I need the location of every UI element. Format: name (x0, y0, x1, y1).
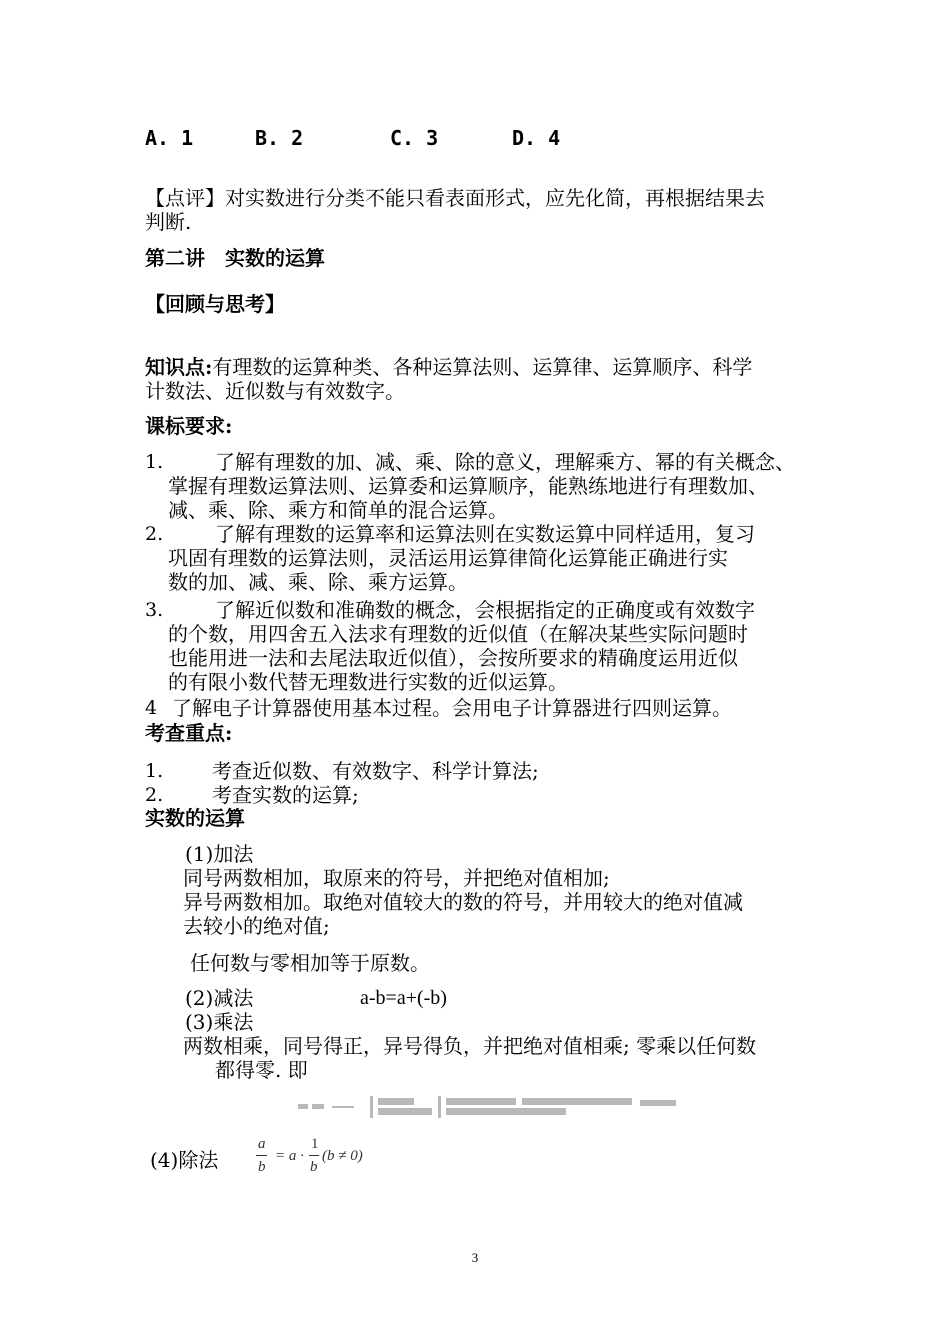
focus-2-text: 考查实数的运算; (212, 783, 359, 807)
multiplication-title: (3)乘法 (185, 1010, 254, 1034)
addition-title: (1)加法 (185, 842, 254, 866)
addition-line-2: 异号两数相加。取绝对值较大的数的符号，并用较大的绝对值减 (183, 890, 743, 914)
multiplication-line-1: 两数相乘，同号得正，异号得负，并把绝对值相乘; 零乘以任何数 (183, 1034, 757, 1058)
standard-1-number: 1. (145, 451, 164, 473)
standards-heading: 课标要求: (145, 414, 233, 438)
option-a: A. 1 (145, 126, 194, 150)
division-fraction-bar (256, 1155, 267, 1156)
focus-1-number: 1. (145, 760, 164, 782)
standard-4-number: 4 (145, 697, 158, 719)
standard-2-line-1: 了解有理数的运算率和运算法则在实数运算中同样适用，复习 (215, 522, 755, 546)
standard-1-line-2: 掌握有理数运算法则、运算委和运算顺序，能熟练地进行有理数加、 (168, 474, 768, 498)
division-fraction-numerator: a (258, 1136, 266, 1152)
standard-3-line-1: 了解近似数和准确数的概念，会根据指定的正确度或有效数字 (215, 598, 755, 622)
division-equals-a: = a · (275, 1148, 304, 1164)
division-fraction-bar-2 (309, 1155, 319, 1156)
focus-2-number: 2. (145, 784, 164, 806)
addition-line-1: 同号两数相加，取原来的符号，并把绝对值相加; (183, 866, 610, 890)
standard-3-line-4: 的有限小数代替无理数进行实数的近似运算。 (168, 670, 568, 694)
focus-1-text: 考查近似数、有效数字、科学计算法; (212, 759, 539, 783)
addition-line-4: 任何数与零相加等于原数。 (190, 951, 430, 975)
knowledge-label: 知识点: (145, 355, 213, 379)
division-condition: (b ≠ 0) (322, 1148, 363, 1164)
multiplication-line-2: 都得零. 即 (215, 1058, 308, 1082)
review-heading: 【回顾与思考】 (145, 292, 285, 316)
standard-3-number: 3. (145, 599, 164, 621)
knowledge-text-1: 有理数的运算种类、各种运算法则、运算律、运算顺序、科学 (212, 355, 753, 379)
knowledge-line-2: 计数法、近似数与有效数字。 (145, 379, 405, 403)
division-denominator-b: b (310, 1159, 318, 1175)
standard-2-number: 2. (145, 523, 164, 545)
division-one: 1 (311, 1136, 319, 1152)
lecture-title: 第二讲 实数的运算 (145, 246, 325, 270)
standard-1-line-3: 减、乘、除、乘方和简单的混合运算。 (168, 498, 508, 522)
standard-4-line-1: 了解电子计算器使用基本过程。会用电子计算器进行四则运算。 (172, 696, 732, 720)
standard-3-line-2: 的个数，用四舍五入法求有理数的近似值（在解决某些实际问题时 (168, 622, 748, 646)
operations-heading: 实数的运算 (145, 806, 245, 830)
option-d: D. 4 (512, 126, 561, 150)
knowledge-line-1 (145, 355, 752, 379)
subtraction-title: (2)减法 (185, 986, 254, 1010)
option-c: C. 3 (390, 126, 439, 150)
comment-line-2: 判断. (145, 210, 192, 234)
standard-1-line-1: 了解有理数的加、减、乘、除的意义，理解乘方、幂的有关概念、 (215, 450, 795, 474)
subtraction-formula: a-b=a+(-b) (360, 987, 447, 1009)
addition-line-3: 去较小的绝对值; (183, 914, 330, 938)
standard-2-line-3: 数的加、减、乘、除、乘方运算。 (168, 570, 468, 594)
blurred-formula-image (292, 1094, 682, 1120)
option-b: B. 2 (255, 126, 304, 150)
comment-line-1: 【点评】对实数进行分类不能只看表面形式，应先化简，再根据结果去 (145, 186, 765, 210)
page-number: 3 (471, 1250, 479, 1265)
focus-heading: 考查重点: (145, 721, 233, 745)
standard-2-line-2: 巩固有理数的运算法则，灵活运用运算律简化运算能正确进行实 (168, 546, 728, 570)
standard-3-line-3: 也能用进一法和去尾法取近似值），会按所要求的精确度运用近似 (168, 646, 738, 670)
division-title: (4)除法 (150, 1148, 219, 1172)
division-fraction-denominator: b (258, 1159, 266, 1175)
